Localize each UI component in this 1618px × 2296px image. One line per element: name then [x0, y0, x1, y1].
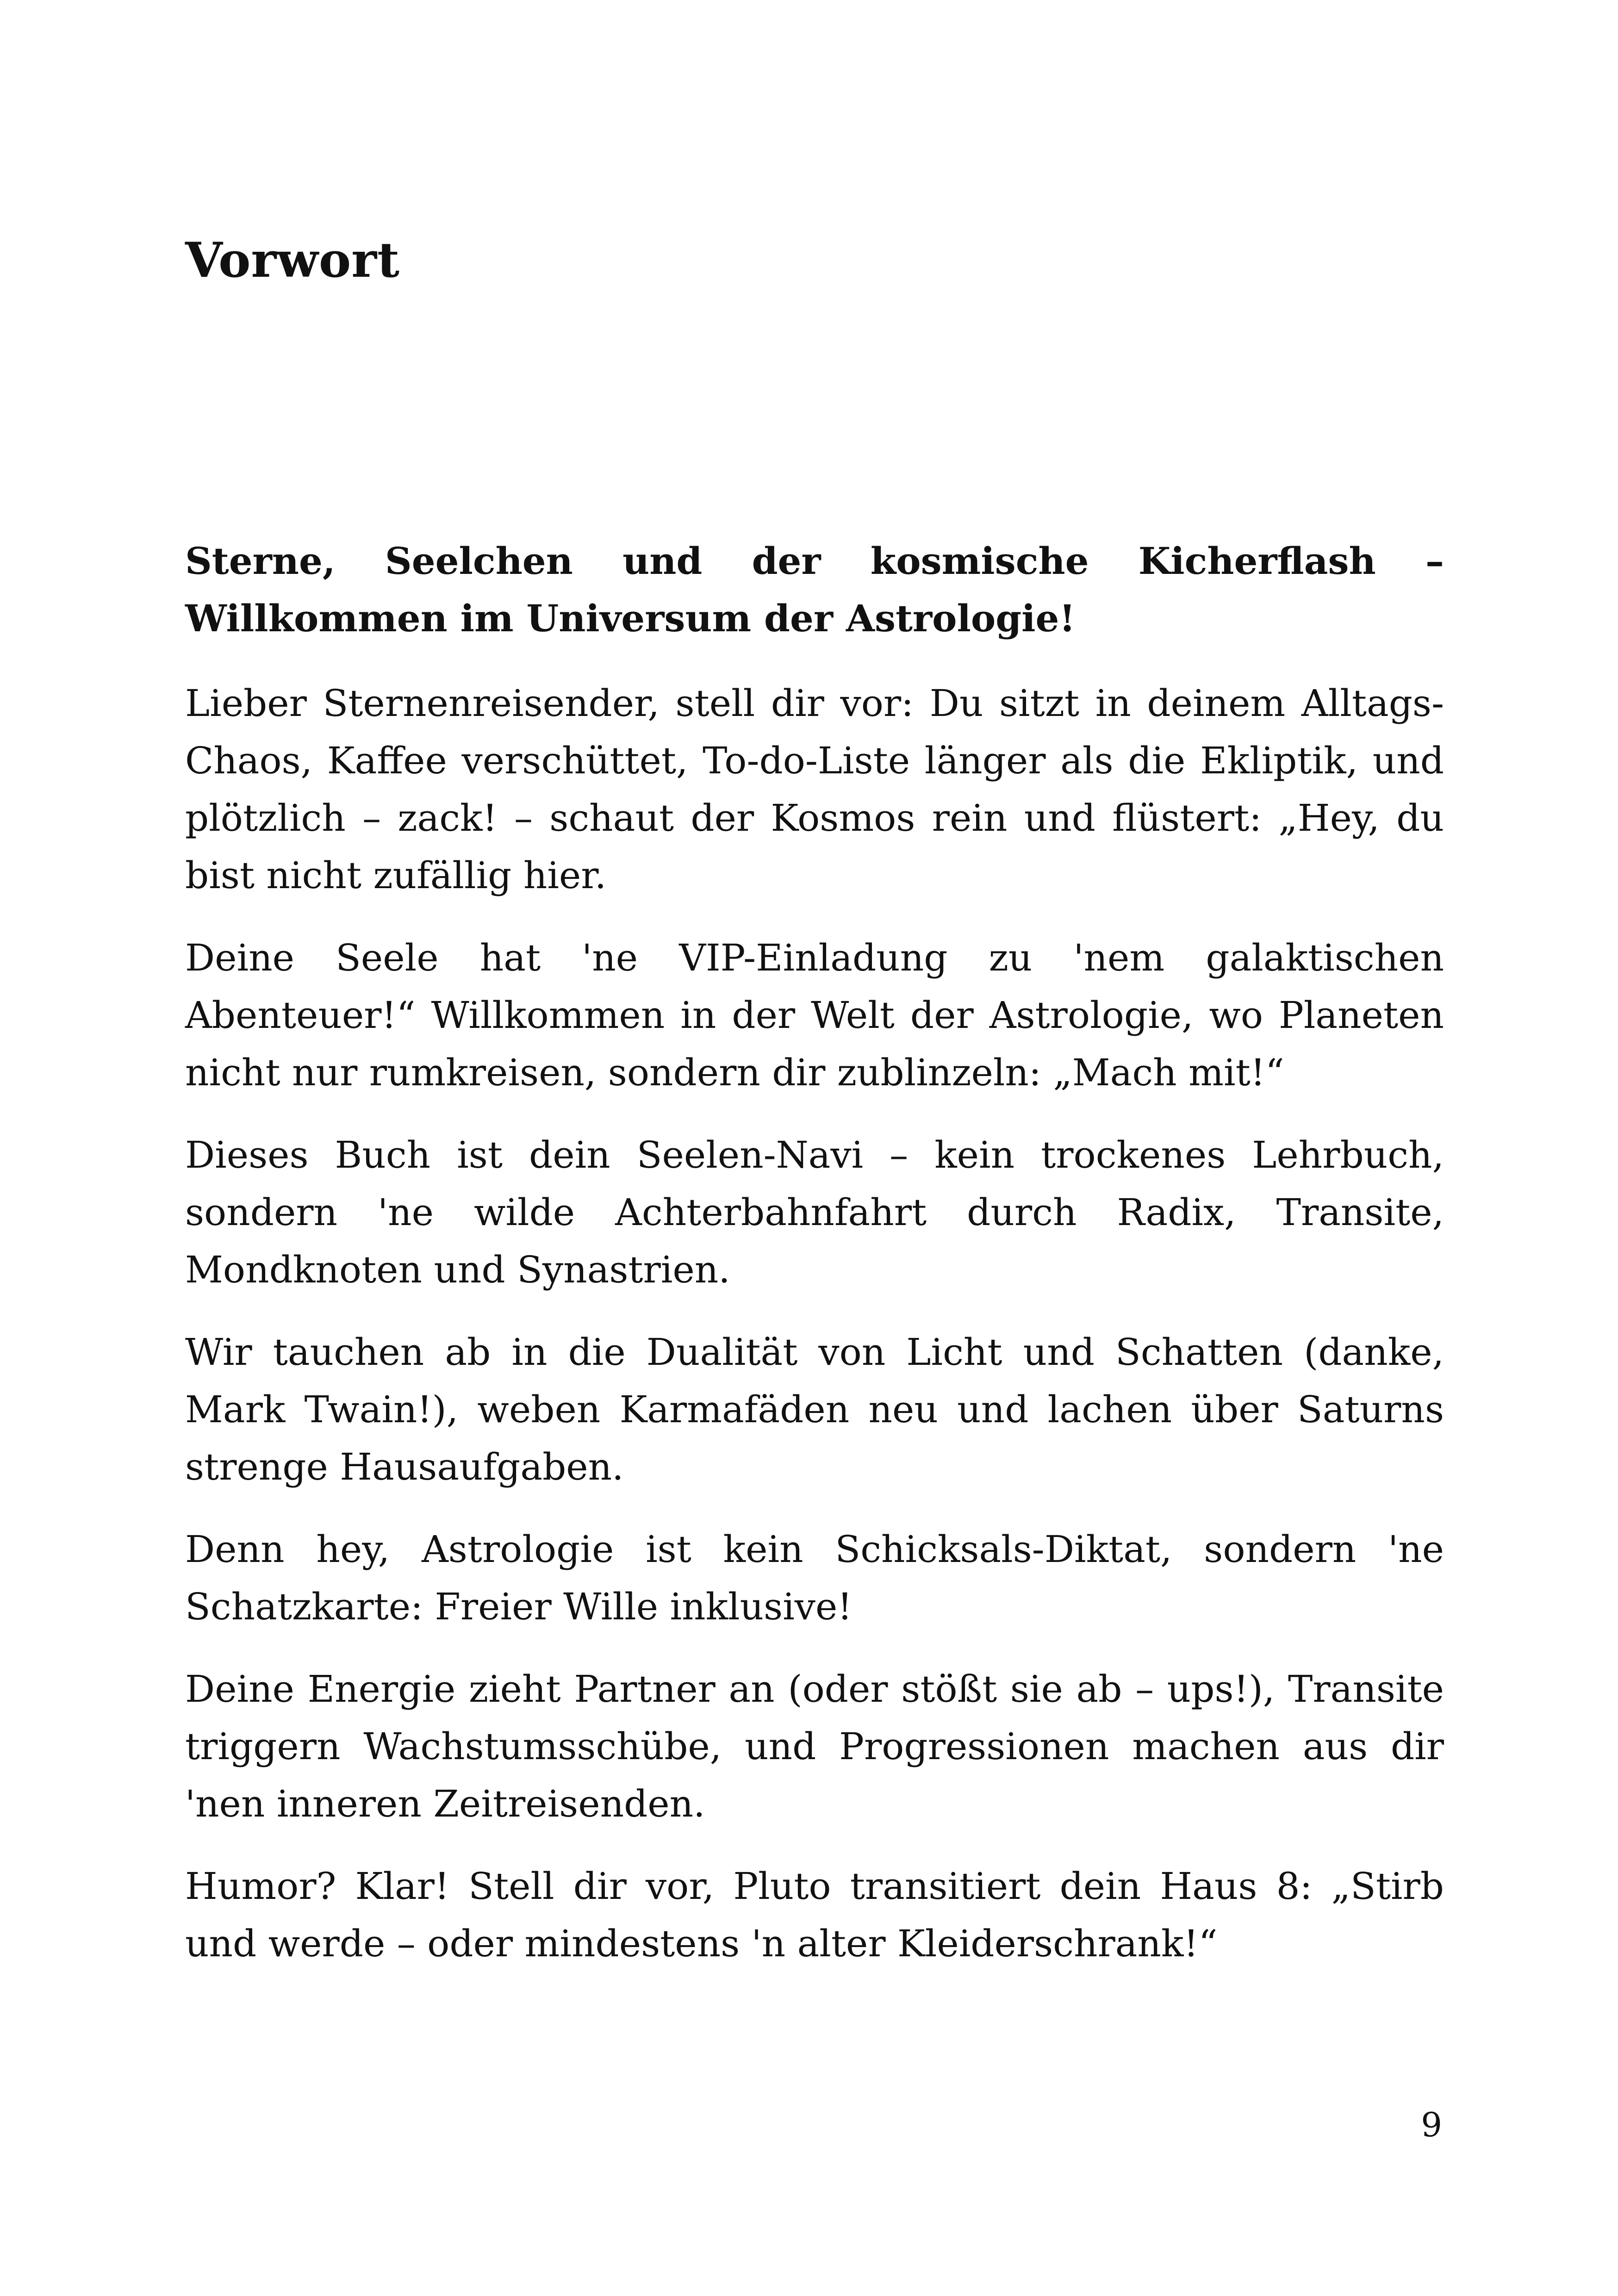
page-number: 9 [1421, 2105, 1442, 2144]
page-title: Vorwort [185, 231, 400, 288]
paragraph: Lieber Sternenreisender, stell dir vor: Du sitzt in deinem Alltags-Chaos, Kaffee verschüttet, To-do-Liste länger als die Ekliptik, und plötzlich – zack! – schaut der Kosmos rein und flüstert: „Hey, du bist nicht zufällig hier. [185, 682, 1444, 897]
paragraph: Humor? Klar! Stell dir vor, Pluto transitiert dein Haus 8: „Stirb und werde – oder mindestens 'n alter Kleiderschrank!“ [185, 1865, 1444, 1965]
paragraph: Dieses Buch ist dein Seelen-Navi – kein trockenes Lehrbuch, sondern 'ne wilde Achterbahnfahrt durch Radix, Transite, Mondknoten und Synastrien. [185, 1133, 1444, 1291]
paragraph: Deine Energie zieht Partner an (oder stößt sie ab – ups!), Transite triggern Wachstumsschübe, und Progressionen machen aus dir 'nen inneren Zeitreisenden. [185, 1668, 1444, 1825]
paragraph: Wir tauchen ab in die Dualität von Licht und Schatten (danke, Mark Twain!), weben Karmafäden neu und lachen über Saturns strenge Hausaufgaben. [185, 1331, 1444, 1488]
body-text [185, 532, 1444, 1997]
paragraph: Denn hey, Astrologie ist kein Schicksals-Diktat, sondern 'ne Schatzkarte: Freier Wille inklusive! [185, 1528, 1444, 1628]
paragraph: Deine Seele hat 'ne VIP-Einladung zu 'nem galaktischen Abenteuer!“ Willkommen in der Welt der Astrologie, wo Planeten nicht nur rumkreisen, sondern dir zublinzeln: „Mach mit!“ [185, 936, 1444, 1094]
section-subtitle: Sterne, Seelchen und der kosmische Kicherflash – Willkommen im Universum der Astrologie! [185, 539, 1444, 640]
